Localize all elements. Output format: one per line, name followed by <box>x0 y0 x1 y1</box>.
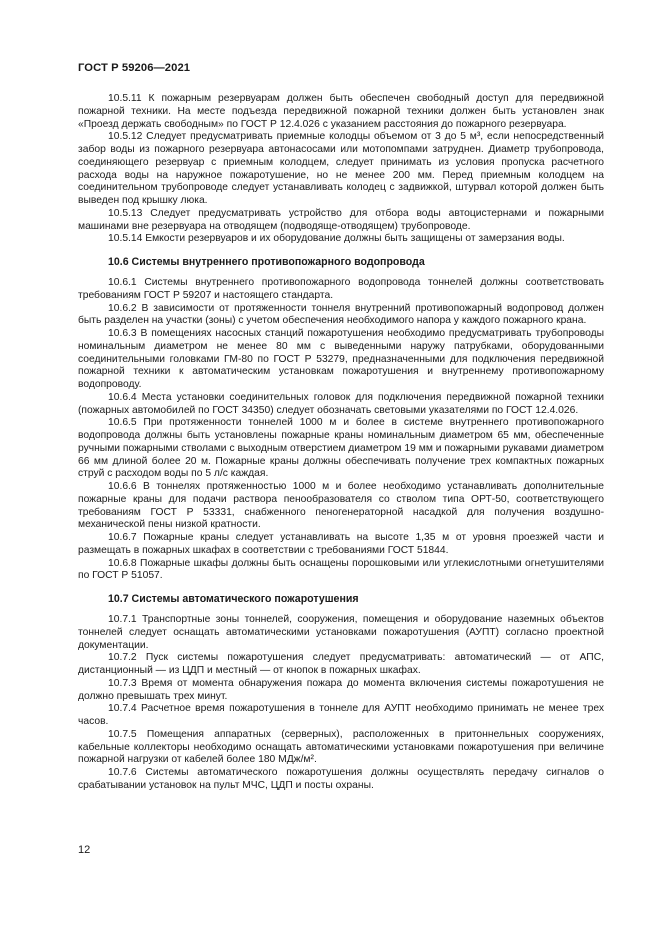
section-10-6 <box>78 256 604 583</box>
paragraph-10-6-8: 10.6.8 Пожарные шкафы должны быть оснащены порошковыми или углекислотными огнетушителями по ГОСТ Р 51057. <box>78 557 604 582</box>
paragraph-10-5-13: 10.5.13 Следует предусматривать устройство для отбора воды автоцистернами и пожарными машинами вне резервуара на отводящем (подводяще-отводящем) трубопроводе. <box>78 207 604 232</box>
page-number: 12 <box>78 844 91 856</box>
paragraph-10-6-6: 10.6.6 В тоннелях протяженностью 1000 м и более необходимо устанавливать дополнительные пожарные краны для подачи раствора пенообразователя со стволом типа ОРТ-50, соответствующего требованиям ГОСТ Р 53331, снабженного пеногенераторной насадкой для получения воздушно-механической пены низкой кратности. <box>78 481 604 531</box>
paragraph-10-7-2: 10.7.2 Пуск системы пожаротушения следует предусматривать: автоматический — от АПС, дистанционный — из ЦДП и местный — от кнопок в пожарных шкафах. <box>78 652 604 676</box>
paragraph-10-6-2: 10.6.2 В зависимости от протяженности тоннеля внутренний противопожарный водопровод должен быть разделен на участки (зоны) с учетом обеспечения необходимого напора у каждого пожарного крана. <box>78 302 604 327</box>
paragraph-10-7-6: 10.7.6 Системы автоматического пожаротушения должны осуществлять передачу сигналов о срабатывании установок на пульт МЧС, ЦДП и посты охраны. <box>78 767 604 791</box>
section-heading: 10.7 Системы автоматического пожаротушения <box>108 593 359 605</box>
section-heading: 10.6 Системы внутреннего противопожарного водопровода <box>108 256 425 268</box>
section-10-5-continuation <box>78 93 604 246</box>
page-header: ГОСТ Р 59206—2021 <box>78 62 191 74</box>
paragraph-10-5-11: 10.5.11 К пожарным резервуарам должен быть обеспечен свободный доступ для передвижной пожарной техники. На месте подъезда передвижной пожарной техники должен быть установлен знак «Проезд держать свободным» по ГОСТ Р 12.4.026 с указанием расстояния до пожарного резервуара. <box>78 93 604 130</box>
section-10-7 <box>78 593 604 793</box>
paragraph-10-6-4: 10.6.4 Места установки соединительных головок для подключения передвижной пожарной техники (пожарных автомобилей по ГОСТ 34350) следует обозначать световыми указателями по ГОСТ 12.4.026. <box>78 391 604 416</box>
paragraph-10-5-12: 10.5.12 Следует предусматривать приемные колодцы объемом от 3 до 5 м³, если непосредственный забор воды из пожарного резервуара автонасосами или мотопомпами затруднен. Диаметр трубопровода, соединяющего резервуар с приемным колодцем, следует принимать из условия пропуска расчетного расхода воды на наружное пожаротушение, но не менее 200 мм. Перед приемным колодцем на соединительном трубопроводе следует устанавливать колодец с задвижкой, штурвал которой должен быть выведен под крышку люка. <box>78 131 604 206</box>
paragraph-10-7-3: 10.7.3 Время от момента обнаружения пожара до момента включения системы пожаротушения не должно превышать трех минут. <box>78 677 604 702</box>
paragraph-10-6-1: 10.6.1 Системы внутреннего противопожарного водопровода тоннелей должны соответствовать требованиям ГОСТ Р 59207 и настоящего стандарта. <box>78 277 604 301</box>
paragraph-10-6-5: 10.6.5 При протяженности тоннелей 1000 м и более в системе внутреннего противопожарного водопровода должны быть установлены пожарные краны номинальным диаметром 65 мм, обеспеченные ручными пожарными стволами с выходным отверстием диаметром 19 мм и пожарными рукавами диаметром 66 мм длиной более 20 м. Пожарные краны должны обеспечивать получение трех компактных пожарных струй с расходом воды по 5 л/с каждая. <box>78 417 604 480</box>
paragraph-10-6-7: 10.6.7 Пожарные краны следует устанавливать на высоте 1,35 м от уровня проезжей части и размещать в пожарных шкафах в соответствии с требованиями ГОСТ 51844. <box>78 532 604 556</box>
paragraph-10-5-14: 10.5.14 Емкости резервуаров и их оборудование должны быть защищены от замерзания воды. <box>108 233 565 245</box>
document-body <box>78 93 604 793</box>
paragraph-10-6-3: 10.6.3 В помещениях насосных станций пожаротушения необходимо предусматривать трубопроводы номинальным диаметром не менее 80 мм с выведенными наружу патрубками, оборудованными соединительными головками ГМ-80 по ГОСТ Р 53279, предназначенными для подключения передвижной пожарной техники к автоматическим установкам пожаротушения и внутреннему противопожарному водопроводу. <box>78 328 604 390</box>
paragraph-10-7-1: 10.7.1 Транспортные зоны тоннелей, сооружения, помещения и оборудование наземных объектов тоннелей следует оснащать автоматическими установками пожаротушения (АУПТ) согласно проектной документации. <box>78 614 604 651</box>
paragraph-10-7-4: 10.7.4 Расчетное время пожаротушения в тоннеле для АУПТ необходимо принимать не менее трех часов. <box>78 703 604 727</box>
paragraph-10-7-5: 10.7.5 Помещения аппаратных (серверных), расположенных в притоннельных сооружениях, кабельные коллекторы необходимо оснащать автоматическими установками пожаротушения при величине пожарной нагрузки от кабелей более 180 МДж/м². <box>78 728 604 766</box>
